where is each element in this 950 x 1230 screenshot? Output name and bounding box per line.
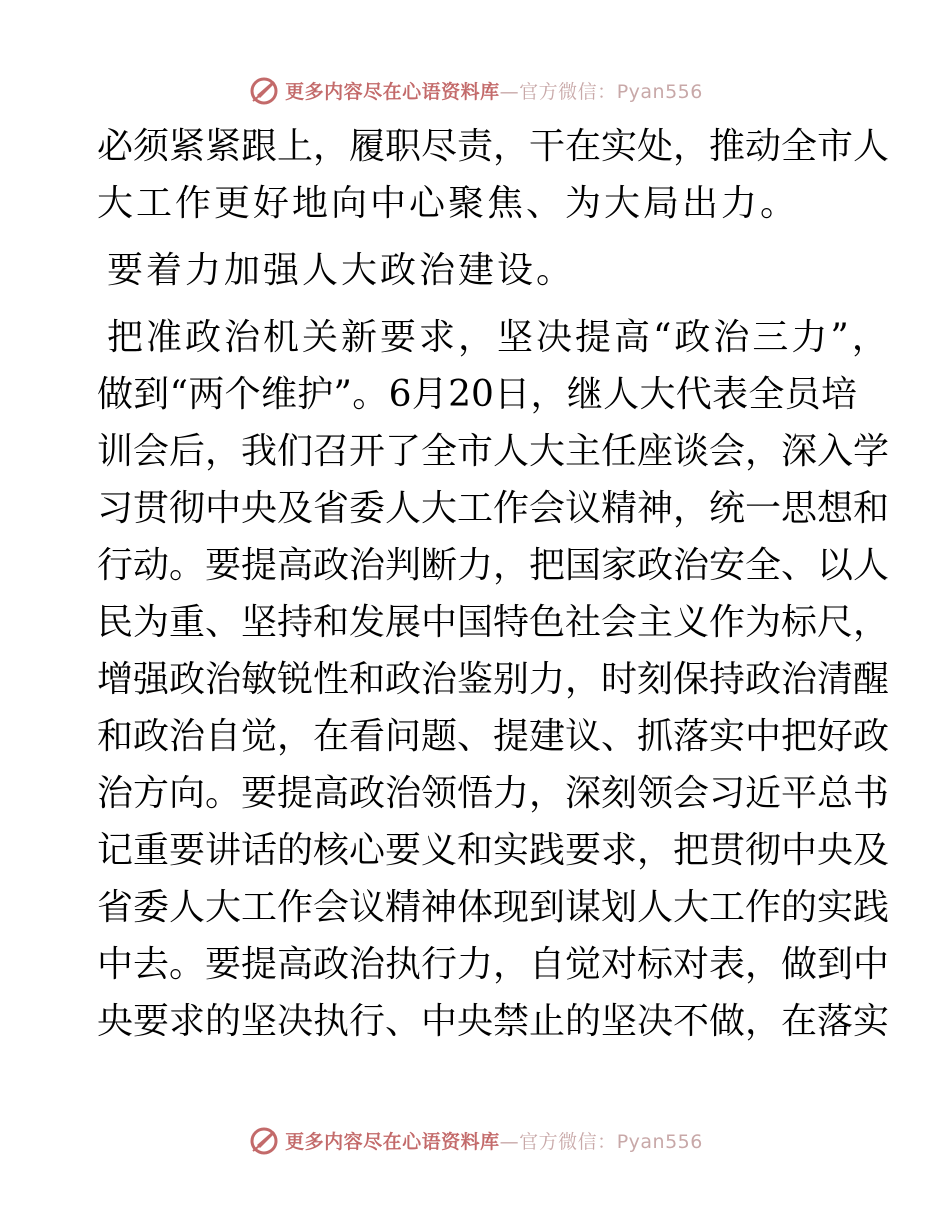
text-line: 把准政治机关新要求，坚决提高“政治三力”， bbox=[107, 317, 891, 358]
watermark-account: Pyan556 bbox=[616, 1130, 703, 1153]
footer-watermark bbox=[0, 1120, 950, 1160]
header-watermark bbox=[0, 70, 950, 110]
watermark-official: 官方微信： bbox=[519, 1130, 617, 1153]
watermark-separator: — bbox=[499, 1130, 520, 1153]
text-line: 民为重、坚持和发展中国特色社会主义作为标尺， bbox=[97, 602, 890, 643]
footer-watermark-inner bbox=[247, 1123, 703, 1157]
quill-seal-icon bbox=[247, 1123, 281, 1157]
watermark-brand: 更多内容尽在心语资料库 bbox=[285, 80, 500, 103]
text-line: 做到“两个维护”。6月20日，继人大代表全员培 bbox=[97, 374, 857, 415]
text-line: 习贯彻中央及省委人大工作会议精神，统一思想和 bbox=[97, 488, 890, 529]
paragraph-gap bbox=[97, 299, 857, 309]
text-line: 记重要讲话的核心要义和实践要求，把贯彻中央及 bbox=[97, 830, 890, 871]
watermark-brand: 更多内容尽在心语资料库 bbox=[285, 1130, 500, 1153]
watermark-account: Pyan556 bbox=[616, 80, 703, 103]
document-body bbox=[97, 118, 891, 1050]
text-line: 大工作更好地向中心聚焦、为大局出力。 bbox=[97, 183, 800, 224]
quill-seal-icon bbox=[247, 73, 281, 107]
paragraph-gap bbox=[97, 232, 857, 242]
text-line: 省委人大工作会议精神体现到谋划人大工作的实践 bbox=[97, 887, 890, 928]
header-watermark-inner bbox=[247, 73, 703, 107]
text-line: 必须紧紧跟上，履职尽责，干在实处，推动全市人 bbox=[97, 126, 890, 167]
watermark-official: 官方微信： bbox=[519, 80, 617, 103]
section-heading: 要着力加强人大政治建设。 bbox=[107, 250, 576, 291]
watermark-text bbox=[285, 1127, 703, 1154]
text-line: 央要求的坚决执行、中央禁止的坚决不做，在落实 bbox=[97, 1001, 890, 1042]
text-line: 训会后，我们召开了全市人大主任座谈会，深入学 bbox=[97, 431, 890, 472]
text-line: 治方向。要提高政治领悟力，深刻领会习近平总书 bbox=[97, 773, 890, 814]
text-line: 中去。要提高政治执行力，自觉对标对表，做到中 bbox=[97, 944, 890, 985]
watermark-text bbox=[285, 77, 703, 104]
text-line: 和政治自觉，在看问题、提建议、抓落实中把好政 bbox=[97, 716, 890, 757]
text-line: 增强政治敏锐性和政治鉴别力，时刻保持政治清醒 bbox=[97, 659, 890, 700]
text-line: 行动。要提高政治判断力，把国家政治安全、以人 bbox=[97, 545, 890, 586]
watermark-separator: — bbox=[499, 80, 520, 103]
